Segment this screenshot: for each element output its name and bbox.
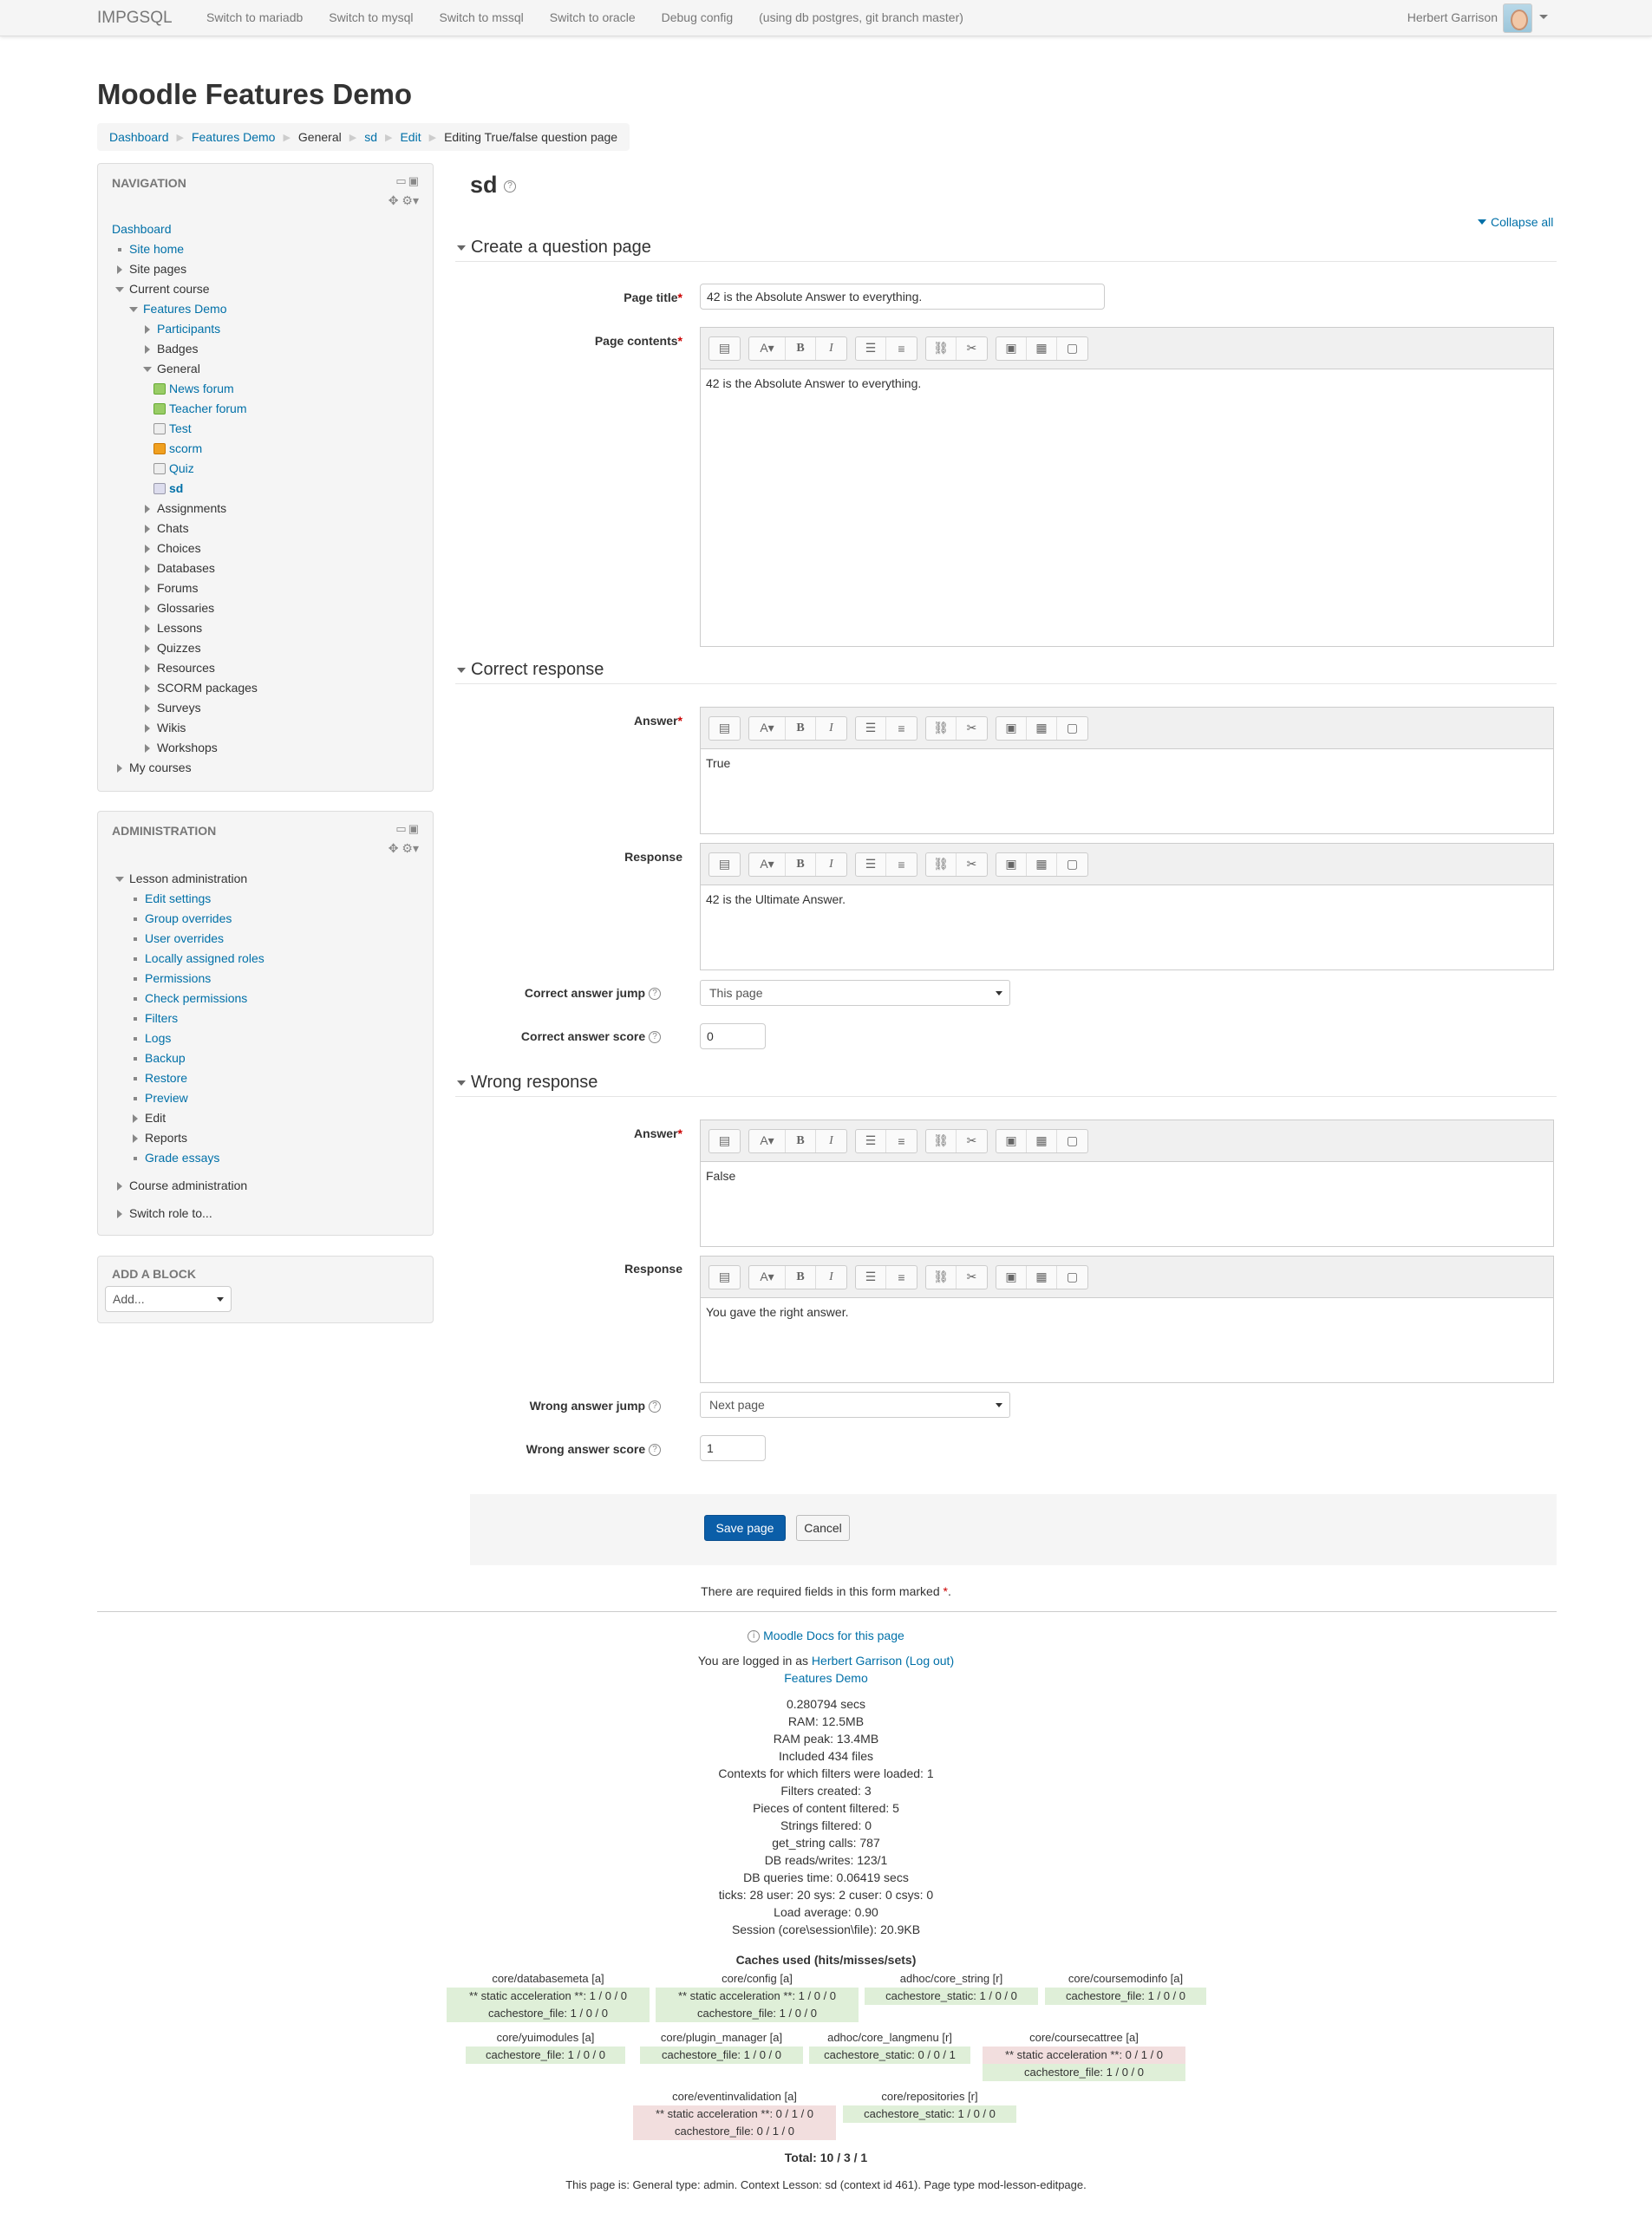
admin-edit-settings[interactable]: Edit settings	[145, 891, 212, 905]
help-icon[interactable]: ?	[649, 988, 661, 1000]
page-heading-text: sd	[470, 172, 498, 198]
db-info-text: (using db postgres, git branch master)	[759, 10, 963, 24]
admin-logs[interactable]: Logs	[145, 1031, 172, 1045]
login-info	[0, 1652, 1652, 1669]
numbered-list-icon[interactable]: ≡	[898, 721, 905, 735]
file-icon[interactable]: ▢	[1066, 721, 1079, 734]
cache-stat: cachestore_static: 1 / 0 / 0	[865, 1988, 1038, 2005]
cache-name: core/config [a]	[722, 1972, 793, 1985]
unlink-icon[interactable]: ✂	[966, 857, 977, 871]
nav-sd[interactable]: sd	[169, 481, 184, 495]
cache-stat: cachestore_file: 1 / 0 / 0	[447, 2005, 650, 2022]
link-icon[interactable]: ⛓	[926, 1130, 957, 1152]
admin-group-overrides[interactable]: Group overrides	[145, 911, 232, 925]
admin-user-overrides[interactable]: User overrides	[145, 931, 225, 945]
perf-line: RAM: 12.5MB	[787, 1714, 865, 1728]
wrong-jump-select[interactable]: Next page	[700, 1392, 1010, 1418]
section-wrong-response[interactable]	[455, 1071, 1557, 1097]
cache-stat: cachestore_file: 1 / 0 / 0	[983, 2064, 1185, 2081]
admin-lesson-administration[interactable]: Lesson administration	[129, 869, 264, 889]
cache-entry	[843, 2088, 1016, 2123]
image-icon[interactable]: ▣	[996, 853, 1027, 876]
numbered-list-icon[interactable]: ≡	[898, 857, 905, 871]
quiz-icon	[153, 423, 166, 434]
cache-stat: cachestore_file: 1 / 0 / 0	[656, 2005, 859, 2022]
cache-name: core/repositories [r]	[881, 2090, 978, 2103]
top-navbar	[0, 0, 1652, 36]
nav-test[interactable]: Test	[169, 421, 192, 435]
cache-entry	[656, 1970, 859, 2022]
admin-course-administration[interactable]: Course administration	[129, 1176, 264, 1196]
section-title: Wrong response	[471, 1073, 598, 1092]
media-icon[interactable]: ▦	[1027, 1130, 1057, 1152]
cache-stat: cachestore_static: 1 / 0 / 0	[843, 2105, 1016, 2123]
admin-check-permissions[interactable]: Check permissions	[145, 991, 248, 1005]
cache-total: Total: 10 / 3 / 1	[784, 2151, 868, 2164]
numbered-list-icon[interactable]: ≡	[898, 1270, 905, 1284]
perf-line: Included 434 files	[779, 1749, 873, 1763]
link-icon[interactable]: ⛓	[926, 717, 957, 740]
perf-line: Load average: 0.90	[774, 1905, 878, 1919]
font-style-icon[interactable]: A▾	[749, 337, 786, 360]
bullet-list-icon[interactable]: ☰	[856, 1266, 886, 1289]
cache-stat: ** static acceleration **: 1 / 0 / 0	[656, 1988, 859, 2005]
debug-config-link[interactable]: Debug config	[661, 10, 734, 24]
breadcrumb-course[interactable]: Features Demo	[191, 130, 276, 144]
numbered-list-icon[interactable]: ≡	[898, 1133, 905, 1148]
navigation-block-title: NAVIGATION	[112, 176, 186, 190]
perf-line: Session (core\session\file): 20.9KB	[731, 1923, 921, 1936]
italic-icon[interactable]: I	[829, 721, 833, 734]
unlink-icon[interactable]: ✂	[966, 1270, 977, 1283]
cache-name: adhoc/core_langmenu [r]	[827, 2031, 952, 2044]
cache-entry	[633, 2088, 836, 2140]
nav-current-course[interactable]: Current course	[129, 279, 258, 299]
admin-reports[interactable]: Reports	[145, 1128, 264, 1148]
page-title-label-text: Page title	[624, 290, 678, 304]
wrong-jump-label-text: Wrong answer jump	[529, 1399, 646, 1413]
wrong-score-label-text: Wrong answer score	[526, 1442, 646, 1456]
nav-badges[interactable]: Badges	[157, 339, 258, 359]
breadcrumb-dashboard[interactable]: Dashboard	[109, 130, 169, 144]
cache-stat: cachestore_file: 1 / 0 / 0	[1045, 1988, 1206, 2005]
quiz-icon	[153, 463, 166, 474]
nav-resources[interactable]: Resources	[157, 658, 258, 678]
administration-block	[97, 811, 434, 1236]
cache-name: core/coursemodinfo [a]	[1068, 1972, 1184, 1985]
required-fields-note: There are required fields in this form marked *.	[701, 1584, 951, 1598]
page-contents-editor[interactable]	[700, 327, 1554, 647]
navbar-links	[206, 10, 989, 24]
italic-icon[interactable]: I	[829, 341, 833, 355]
unlink-icon[interactable]: ✂	[966, 1133, 977, 1147]
wrong-score-input[interactable]: 1	[700, 1435, 766, 1461]
bullet-list-icon[interactable]: ☰	[856, 717, 886, 740]
add-block-select[interactable]: Add...	[105, 1286, 232, 1312]
correct-answer-label	[474, 714, 682, 728]
font-style-icon[interactable]: A▾	[749, 1130, 786, 1152]
navigation-tree	[112, 219, 258, 778]
collapse-toolbar-icon[interactable]: ▤	[718, 721, 731, 734]
required-note-text: There are required fields in this form marked	[701, 1584, 940, 1598]
nav-wikis[interactable]: Wikis	[157, 718, 258, 738]
nav-features-demo[interactable]: Features Demo	[143, 302, 227, 316]
image-icon[interactable]: ▣	[996, 717, 1027, 740]
breadcrumb-separator-icon: ▶	[385, 132, 393, 143]
perf-line: Filters created: 3	[780, 1784, 872, 1798]
cache-entry	[447, 1970, 650, 2022]
font-style-icon[interactable]: A▾	[749, 717, 786, 740]
perf-line: DB reads/writes: 123/1	[764, 1853, 888, 1867]
file-icon[interactable]: ▢	[1066, 341, 1079, 355]
numbered-list-icon[interactable]: ≡	[898, 341, 905, 356]
breadcrumb-separator-icon: ▶	[283, 132, 291, 143]
nav-quiz[interactable]: Quiz	[169, 461, 194, 475]
nav-news-forum[interactable]: News forum	[169, 382, 234, 395]
unlink-icon[interactable]: ✂	[966, 721, 977, 734]
cache-entry	[865, 1970, 1038, 2005]
unlink-icon[interactable]: ✂	[966, 341, 977, 355]
block-dock-icon[interactable]: ▭▣	[395, 822, 421, 835]
user-menu-name[interactable]: Herbert Garrison	[1407, 10, 1498, 24]
correct-response-editor[interactable]	[700, 843, 1554, 970]
perf-line: 0.280794 secs	[786, 1697, 866, 1711]
admin-restore[interactable]: Restore	[145, 1071, 188, 1085]
correct-answer-editor[interactable]	[700, 707, 1554, 834]
page-contents-label-text: Page contents	[594, 334, 678, 348]
nav-site-pages[interactable]: Site pages	[129, 259, 258, 279]
nav-my-courses[interactable]: My courses	[129, 758, 258, 778]
block-move-config-icon[interactable]: ✥ ⚙▾	[388, 193, 419, 207]
cache-stat: ** static acceleration **: 0 / 1 / 0	[983, 2047, 1185, 2064]
performance-info	[0, 1695, 1652, 1938]
admin-permissions[interactable]: Permissions	[145, 971, 212, 985]
cache-entry	[466, 2029, 625, 2064]
cache-stat: ** static acceleration **: 1 / 0 / 0	[447, 1988, 650, 2005]
media-icon[interactable]: ▦	[1027, 1266, 1057, 1289]
perf-line: Contexts for which filters were loaded: 1	[718, 1766, 934, 1780]
perf-line: get_string calls: 787	[772, 1836, 880, 1850]
file-icon[interactable]: ▢	[1066, 1133, 1079, 1147]
nav-surveys[interactable]: Surveys	[157, 698, 258, 718]
wrong-answer-label	[474, 1126, 682, 1140]
wrong-response-editor[interactable]	[700, 1256, 1554, 1383]
editor-toolbar	[701, 1120, 1553, 1162]
nav-scorm-packages[interactable]: SCORM packages	[157, 678, 258, 698]
cache-entry	[1045, 1970, 1206, 2005]
perf-line: RAM peak: 13.4MB	[773, 1732, 879, 1746]
admin-grade-essays[interactable]: Grade essays	[145, 1151, 220, 1165]
nav-choices[interactable]: Choices	[157, 539, 258, 558]
nav-scorm[interactable]: scorm	[169, 441, 203, 455]
cache-stat: cachestore_file: 1 / 0 / 0	[466, 2047, 625, 2064]
page-heading	[470, 172, 516, 199]
editor-toolbar	[701, 708, 1553, 749]
cache-stat: cachestore_file: 0 / 1 / 0	[633, 2123, 836, 2140]
help-icon[interactable]: ?	[649, 1400, 661, 1413]
nav-participants[interactable]: Participants	[157, 322, 221, 336]
font-style-icon[interactable]: A▾	[749, 1266, 786, 1289]
collapse-toolbar-icon[interactable]: ▤	[718, 341, 731, 355]
caches-title: Caches used (hits/misses/sets)	[735, 1953, 917, 1967]
block-dock-icon[interactable]: ▭▣	[395, 174, 421, 187]
correct-jump-label	[453, 986, 661, 1000]
file-icon[interactable]: ▢	[1066, 857, 1079, 871]
perf-line: Strings filtered: 0	[780, 1818, 872, 1832]
forum-icon	[153, 383, 166, 395]
lesson-icon	[153, 483, 166, 494]
cache-name: core/coursecattree [a]	[1029, 2031, 1139, 2044]
help-icon[interactable]: ?	[649, 1444, 661, 1456]
wrong-answer-text[interactable]: False	[706, 1169, 736, 1183]
breadcrumb-current: Editing True/false question page	[444, 130, 618, 144]
admin-backup[interactable]: Backup	[145, 1051, 186, 1065]
logout-link[interactable]: (Log out)	[905, 1654, 955, 1668]
wrong-jump-label	[453, 1399, 661, 1413]
nav-teacher-forum[interactable]: Teacher forum	[169, 401, 247, 415]
switch-mariadb-link[interactable]: Switch to mariadb	[206, 10, 304, 24]
cache-name: core/yuimodules [a]	[496, 2031, 595, 2044]
bold-icon[interactable]: B	[786, 1266, 816, 1289]
logged-in-text: You are logged in as	[697, 1654, 809, 1668]
nav-databases[interactable]: Databases	[157, 558, 258, 578]
perf-line: DB queries time: 0.06419 secs	[743, 1870, 909, 1884]
collapse-toolbar-icon[interactable]: ▤	[718, 857, 731, 871]
italic-icon[interactable]: I	[829, 1270, 833, 1283]
page-title-input[interactable]: 42 is the Absolute Answer to everything.	[700, 284, 1105, 310]
page-contents-text[interactable]: 42 is the Absolute Answer to everything.	[706, 376, 922, 390]
cache-entry	[640, 2029, 803, 2064]
footer-divider	[97, 1611, 1557, 1612]
wrong-answer-editor[interactable]	[700, 1120, 1554, 1247]
correct-score-label	[453, 1029, 661, 1043]
block-move-config-icon[interactable]: ✥ ⚙▾	[388, 841, 419, 855]
section-title: Create a question page	[471, 238, 651, 257]
correct-response-label: Response	[624, 850, 682, 864]
admin-edit[interactable]: Edit	[145, 1108, 264, 1128]
moodle-docs-link[interactable]: Moodle Docs for this page	[763, 1629, 904, 1642]
bullet-list-icon[interactable]: ☰	[856, 337, 886, 360]
editor-toolbar	[701, 844, 1553, 885]
nav-assignments[interactable]: Assignments	[157, 499, 258, 519]
section-title: Correct response	[471, 660, 604, 679]
nav-lessons[interactable]: Lessons	[157, 618, 258, 638]
cache-name: core/databasemeta [a]	[492, 1972, 604, 1985]
correct-score-input[interactable]: 0	[700, 1023, 766, 1049]
breadcrumb-edit[interactable]: Edit	[400, 130, 421, 144]
breadcrumb-separator-icon: ▶	[176, 132, 184, 143]
cache-entry	[983, 2029, 1185, 2081]
font-style-icon[interactable]: A▾	[749, 853, 786, 876]
bullet-list-icon[interactable]: ☰	[856, 853, 886, 876]
correct-answer-text[interactable]: True	[706, 756, 731, 770]
link-icon[interactable]: ⛓	[926, 337, 957, 360]
required-icon: *	[677, 290, 682, 304]
site-title: Moodle Features Demo	[97, 78, 413, 110]
moodle-docs-row	[0, 1627, 1652, 1644]
bullet-list-icon[interactable]: ☰	[856, 1130, 886, 1152]
help-icon[interactable]: ?	[504, 180, 516, 193]
image-icon[interactable]: ▣	[996, 1130, 1027, 1152]
media-icon[interactable]: ▦	[1027, 717, 1057, 740]
correct-jump-select[interactable]: This page	[700, 980, 1010, 1006]
perf-line: Pieces of content filtered: 5	[753, 1801, 899, 1815]
section-correct-response[interactable]	[455, 658, 1557, 684]
cache-name: core/plugin_manager [a]	[660, 2031, 783, 2044]
bold-icon[interactable]: B	[786, 717, 816, 740]
navigation-block	[97, 163, 434, 792]
collapse-toolbar-icon[interactable]: ▤	[718, 1270, 731, 1283]
switch-oracle-link[interactable]: Switch to oracle	[549, 10, 636, 24]
required-icon: *	[943, 1584, 948, 1598]
nav-forums[interactable]: Forums	[157, 578, 258, 598]
switch-mysql-link[interactable]: Switch to mysql	[329, 10, 414, 24]
collapse-toolbar-icon[interactable]: ▤	[718, 1133, 731, 1147]
link-icon[interactable]: ⛓	[926, 1266, 957, 1289]
correct-score-label-text: Correct answer score	[520, 1029, 646, 1043]
page-type-info: This page is: General type: admin. Context Lesson: sd (context id 461). Page type mod-lesson-editpage.	[565, 2178, 1087, 2191]
form-buttons-area	[470, 1494, 1557, 1565]
section-create-question-page[interactable]	[455, 236, 1557, 262]
required-icon: *	[677, 714, 682, 728]
switch-mssql-link[interactable]: Switch to mssql	[439, 10, 524, 24]
add-block-block	[97, 1256, 434, 1323]
info-icon: i	[748, 1630, 760, 1642]
breadcrumb-lesson[interactable]: sd	[364, 130, 377, 144]
file-icon[interactable]: ▢	[1066, 1270, 1079, 1283]
media-icon[interactable]: ▦	[1027, 853, 1057, 876]
nav-general[interactable]: General	[157, 359, 258, 379]
wrong-score-label	[453, 1442, 661, 1456]
cache-stat: cachestore_static: 0 / 0 / 1	[809, 2047, 970, 2064]
admin-filters[interactable]: Filters	[145, 1011, 179, 1025]
nav-quizzes[interactable]: Quizzes	[157, 638, 258, 658]
wrong-response-label: Response	[624, 1262, 682, 1276]
page-title-label	[474, 290, 682, 304]
editor-toolbar	[701, 328, 1553, 369]
administration-tree	[112, 869, 264, 1224]
nav-dashboard[interactable]: Dashboard	[112, 222, 172, 236]
bold-icon[interactable]: B	[786, 1130, 816, 1152]
save-page-button[interactable]: Save page	[704, 1515, 786, 1541]
bold-icon[interactable]: B	[786, 337, 816, 360]
image-icon[interactable]: ▣	[996, 1266, 1027, 1289]
italic-icon[interactable]: I	[829, 857, 833, 871]
nav-site-home[interactable]: Site home	[129, 242, 185, 256]
italic-icon[interactable]: I	[829, 1133, 833, 1147]
nav-glossaries[interactable]: Glossaries	[157, 598, 258, 618]
wrong-response-text[interactable]: You gave the right answer.	[706, 1305, 849, 1319]
cache-stat: cachestore_file: 1 / 0 / 0	[640, 2047, 803, 2064]
nav-workshops[interactable]: Workshops	[157, 738, 258, 758]
breadcrumb	[97, 123, 630, 151]
required-icon: *	[677, 334, 682, 348]
scorm-icon	[153, 443, 166, 454]
cache-name: adhoc/core_string [r]	[899, 1972, 1003, 1985]
collapse-all-link[interactable]: Collapse all	[1478, 215, 1553, 229]
breadcrumb-separator-icon: ▶	[349, 132, 357, 143]
administration-block-title: ADMINISTRATION	[112, 824, 217, 838]
cancel-button[interactable]: Cancel	[796, 1515, 850, 1541]
answer-label-text: Answer	[633, 714, 678, 728]
nav-chats[interactable]: Chats	[157, 519, 258, 539]
avatar[interactable]	[1503, 3, 1532, 33]
perf-line: ticks: 28 user: 20 sys: 2 cuser: 0 csys: 0	[718, 1888, 934, 1902]
admin-locally-assigned-roles[interactable]: Locally assigned roles	[145, 951, 264, 965]
forum-icon	[153, 403, 166, 415]
bold-icon[interactable]: B	[786, 853, 816, 876]
cache-name: core/eventinvalidation [a]	[672, 2090, 797, 2103]
breadcrumb-section: General	[297, 130, 342, 144]
user-menu-caret-icon[interactable]	[1539, 15, 1548, 19]
correct-jump-label-text: Correct answer jump	[524, 986, 646, 1000]
editor-toolbar	[701, 1257, 1553, 1298]
admin-preview[interactable]: Preview	[145, 1091, 188, 1105]
link-icon[interactable]: ⛓	[926, 853, 957, 876]
page-contents-label	[474, 334, 682, 348]
help-icon[interactable]: ?	[649, 1031, 661, 1043]
image-icon[interactable]: ▣	[996, 337, 1027, 360]
correct-response-text[interactable]: 42 is the Ultimate Answer.	[706, 892, 846, 906]
cache-entry	[809, 2029, 970, 2064]
required-icon: *	[677, 1126, 682, 1140]
cache-stat: ** static acceleration **: 0 / 1 / 0	[633, 2105, 836, 2123]
logged-user-link[interactable]: Herbert Garrison	[811, 1654, 903, 1668]
answer-label-text: Answer	[633, 1126, 678, 1140]
admin-switch-role[interactable]: Switch role to...	[129, 1204, 264, 1224]
breadcrumb-separator-icon: ▶	[428, 132, 437, 143]
footer-course-link[interactable]: Features Demo	[784, 1671, 868, 1685]
media-icon[interactable]: ▦	[1027, 337, 1057, 360]
add-block-title: ADD A BLOCK	[112, 1267, 196, 1281]
brand-link[interactable]: IMPGSQL	[97, 9, 173, 27]
